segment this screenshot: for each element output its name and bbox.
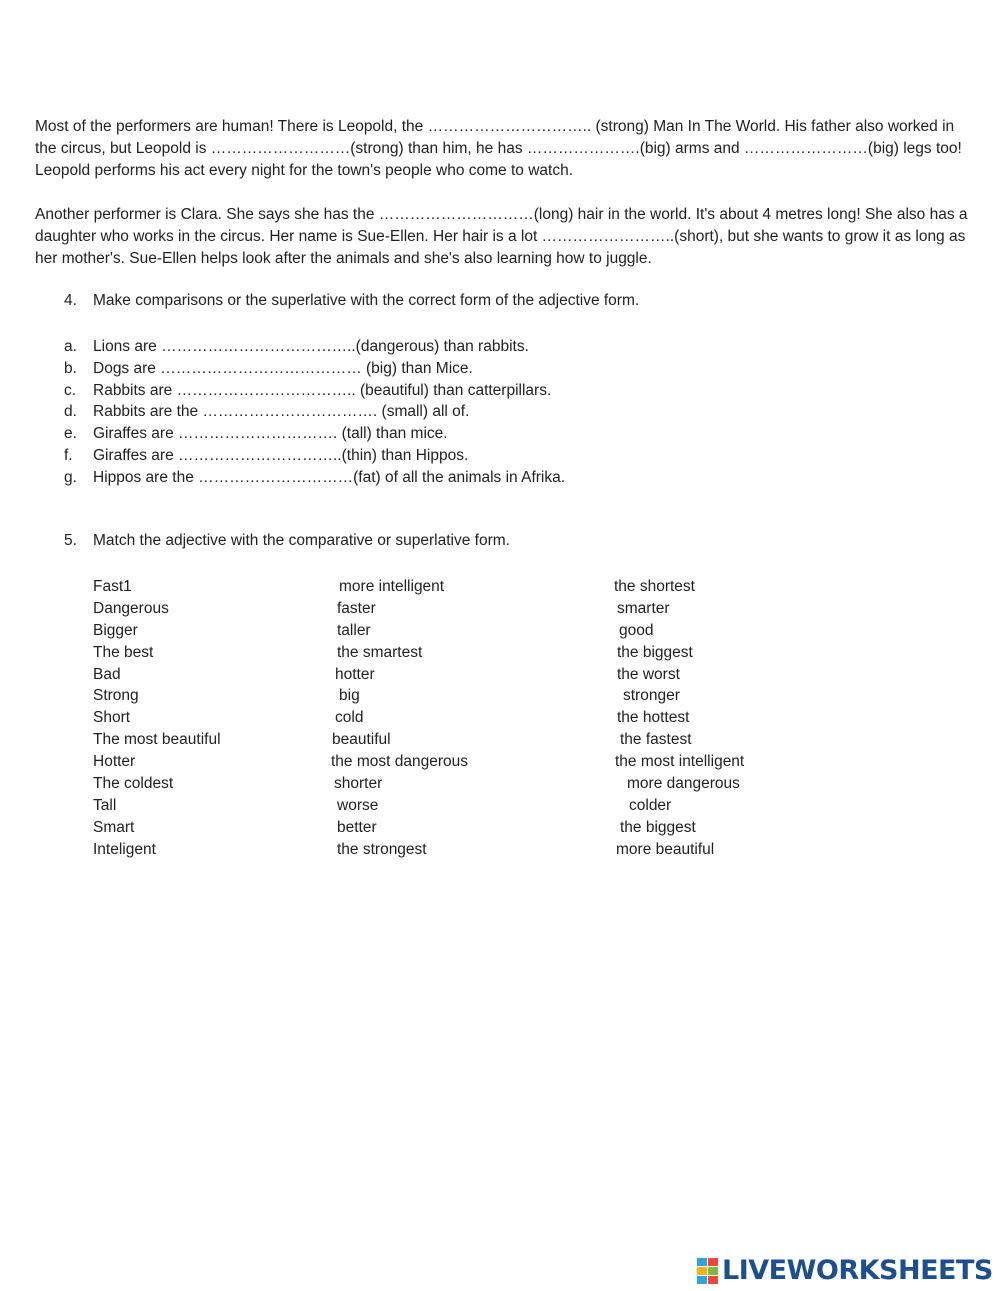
list-item: Hotter bbox=[93, 753, 136, 771]
passage-paragraph-1: Most of the performers are human! There is Leopold, the ………………………….. (strong) Man In The World. His father also worked in the circus, but Leopold is ………………………(strong) than him, he has ………………….(big) arms and ……………………(big) legs too! Leopold performs his act every night for the town's people who come to watch. bbox=[35, 118, 962, 179]
item-sentence: Rabbits are the ……………………………. (small) all of. bbox=[93, 403, 470, 421]
list-item: the most dangerous bbox=[331, 753, 469, 771]
list-item: more intelligent bbox=[339, 578, 445, 595]
list-item: the biggest bbox=[617, 643, 693, 661]
list-item: Fast1 bbox=[93, 578, 132, 595]
list-item: The best bbox=[93, 643, 154, 661]
list-item: beautiful bbox=[332, 731, 391, 749]
list-item: the worst bbox=[617, 665, 680, 683]
logo-tile bbox=[708, 1276, 718, 1284]
item-sentence: Hippos are the …………………………(fat) of all the animals in Afrika. bbox=[93, 468, 566, 486]
list-item: colder bbox=[629, 796, 672, 814]
logo-tile bbox=[708, 1258, 718, 1266]
list-item: better bbox=[337, 818, 377, 836]
liveworksheets-logo bbox=[697, 1255, 993, 1286]
item-letter: f. bbox=[64, 446, 73, 464]
list-item: hotter bbox=[335, 665, 375, 683]
list-item: cold bbox=[335, 709, 364, 727]
logo-tile bbox=[708, 1267, 718, 1275]
item-letter: c. bbox=[64, 381, 77, 399]
item-letter: e. bbox=[64, 425, 77, 443]
list-item: Strong bbox=[93, 687, 139, 705]
list-item: The most beautiful bbox=[93, 731, 221, 749]
logo-tile bbox=[697, 1258, 707, 1266]
list-item: the biggest bbox=[620, 818, 696, 836]
list-item: stronger bbox=[623, 687, 680, 705]
list-item: faster bbox=[337, 599, 376, 617]
list-item: the hottest bbox=[617, 709, 690, 727]
list-item: worse bbox=[337, 796, 379, 814]
list-item: the fastest bbox=[620, 731, 692, 749]
comparative-column bbox=[331, 576, 468, 861]
list-item: Bad bbox=[93, 665, 121, 683]
list-item: Inteligent bbox=[93, 840, 156, 858]
logo-tile bbox=[697, 1276, 707, 1284]
question-number: 4. bbox=[64, 292, 77, 309]
question-number: 5. bbox=[64, 532, 77, 549]
item-letter: g. bbox=[64, 468, 77, 486]
list-item: Dangerous bbox=[93, 599, 169, 617]
list-item: Short bbox=[93, 709, 131, 727]
list-item: good bbox=[619, 621, 654, 639]
list-item: taller bbox=[337, 621, 371, 639]
item-letter: d. bbox=[64, 403, 77, 421]
list-item: big bbox=[339, 687, 360, 705]
list-item: shorter bbox=[334, 775, 383, 793]
item-sentence: Rabbits are …………………………….. (beautiful) than catterpillars. bbox=[93, 381, 552, 399]
list-item: The coldest bbox=[93, 775, 174, 793]
superlative-column bbox=[613, 576, 744, 861]
list-item: more beautiful bbox=[616, 840, 715, 858]
logo-tiles-icon bbox=[697, 1258, 718, 1284]
item-letter: b. bbox=[64, 359, 77, 377]
list-item: Smart bbox=[93, 818, 135, 836]
item-sentence: Giraffes are …………………………. (tall) than mice. bbox=[93, 425, 448, 443]
list-item: smarter bbox=[617, 599, 670, 617]
list-item: more dangerous bbox=[627, 775, 740, 793]
item-sentence: Dogs are ………………………………… (big) than Mice. bbox=[93, 359, 473, 377]
list-item: the shortest bbox=[614, 578, 695, 595]
list-item: the most intelligent bbox=[615, 753, 745, 771]
passage-paragraph-2: Another performer is Clara. She says she has the …………………………(long) hair in the world. It's about 4 metres long! She also has a daughter who works in the circus. Her name is Sue-Ellen. Her hair is a lot ……………………..(short), but she wants to grow it as long as her mother's. Sue-Ellen helps look after the animals and she's also learning how to juggle. bbox=[35, 206, 968, 267]
list-item: Tall bbox=[93, 796, 117, 814]
item-sentence: Lions are ………………………………..(dangerous) than rabbits. bbox=[93, 338, 529, 355]
logo-text: LIVEWORKSHEETS bbox=[722, 1255, 993, 1286]
list-item: the smartest bbox=[337, 643, 423, 661]
list-item: the strongest bbox=[337, 840, 427, 858]
logo-tile bbox=[697, 1267, 707, 1275]
question-instruction: Match the adjective with the comparative or superlative form. bbox=[93, 532, 510, 549]
adjective-column bbox=[93, 576, 221, 861]
question-instruction: Make comparisons or the superlative with the correct form of the adjective form. bbox=[93, 292, 640, 309]
item-letter: a. bbox=[64, 338, 77, 355]
list-item: Bigger bbox=[93, 621, 138, 639]
item-sentence: Giraffes are …………………………..(thin) than Hippos. bbox=[93, 446, 469, 464]
